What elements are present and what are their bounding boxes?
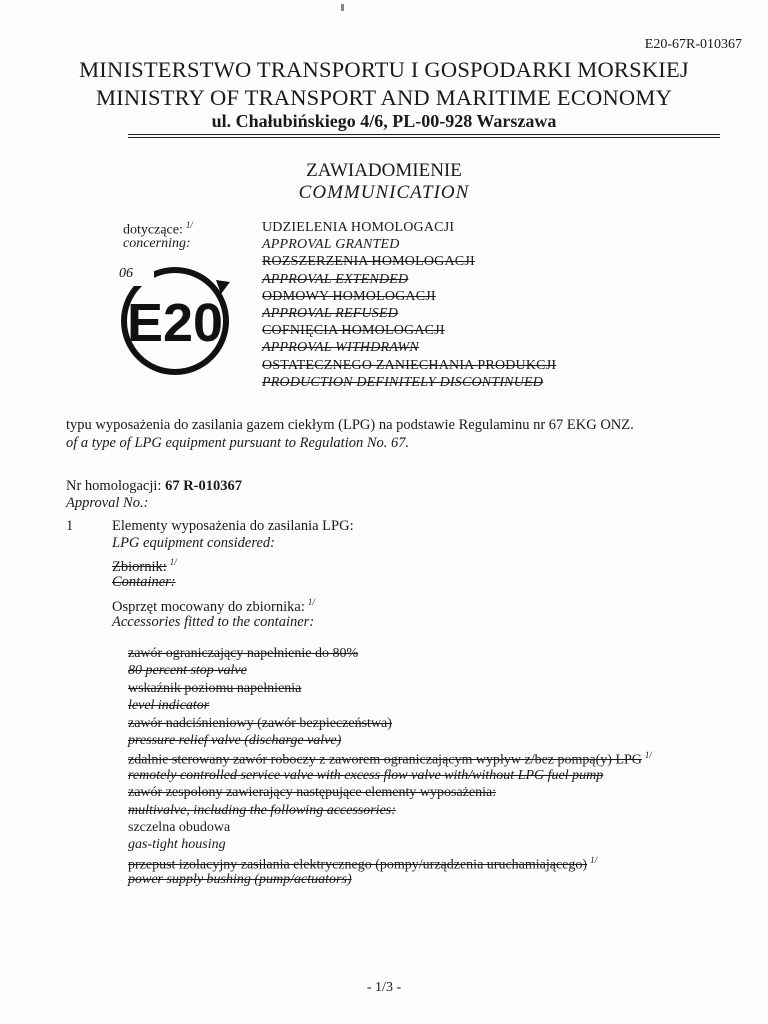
approval-option: OSTATECZNEGO ZANIECHANIA PRODUKCJI xyxy=(262,357,557,373)
accessory-text: szczelna obudowa xyxy=(128,820,231,835)
accessory-line xyxy=(128,768,603,784)
header-rule-2 xyxy=(128,137,720,138)
accessory-line xyxy=(128,855,597,874)
accessory-text: level indicator xyxy=(128,698,210,714)
footnote-marker: 1/ xyxy=(644,750,652,761)
title-pl: ZAWIADOMIENIE xyxy=(306,160,462,181)
container-label-pl: Zbiornik: $^{1/}$ xyxy=(112,557,177,575)
approval-number-line xyxy=(66,478,242,495)
ministry-address: ul. Chałubińskiego 4/6, PL-00-928 Warszawa xyxy=(211,111,557,131)
accessory-text: gas-tight housing xyxy=(128,837,226,853)
accessory-text: zdalnie sterowany zawór roboczy z zaworem ograniczającym wypływ z/bez pompą(y) LPG xyxy=(128,753,642,769)
page-number: - 1/3 - xyxy=(366,980,402,995)
accessory-line xyxy=(128,750,652,769)
equipment-type-pl: typu wyposażenia do zasilania gazem ciekłym (LPG) na podstawie Regulaminu nr 67 EKG ONZ. xyxy=(66,417,634,433)
approval-option: APPROVAL GRANTED xyxy=(262,237,400,253)
concerning-label-pl: dotyczące: $^{1/}$ xyxy=(123,220,193,238)
approval-option: APPROVAL REFUSED xyxy=(262,306,399,321)
accessory-line xyxy=(128,785,496,801)
accessory-line xyxy=(128,646,358,662)
container-label-en: Container: xyxy=(112,574,176,590)
accessory-text: zawór ograniczający napełnienie do 80% xyxy=(128,646,359,661)
ministry-name-en: MINISTRY OF TRANSPORT AND MARITIME ECONOMY xyxy=(95,85,673,110)
accessory-text: wskaźnik poziomu napełnienia xyxy=(128,680,302,696)
footnote-marker: 1/ xyxy=(169,557,177,567)
accessory-text: power supply bushing (pump/actuators) xyxy=(128,872,352,888)
accessory-line xyxy=(128,803,396,819)
approval-option: UDZIELENIA HOMOLOGACJI xyxy=(262,220,455,235)
section-1-title-en: LPG equipment considered: xyxy=(112,535,275,551)
accessory-text: remotely controlled service valve with excess flow valve with/without LPG fuel pump xyxy=(128,767,604,783)
equipment-type-en: of a type of LPG equipment pursuant to Regulation No. 67. xyxy=(66,435,410,451)
e20-approval-emblem xyxy=(118,258,238,376)
approval-option: ROZSZERZENIA HOMOLOGACJI xyxy=(262,254,475,270)
approval-option: ODMOWY HOMOLOGACJI xyxy=(262,288,436,304)
document-reference: E20-67R-010367 xyxy=(644,37,742,52)
accessory-text: pressure relief valve (discharge valve) xyxy=(128,733,342,748)
footnote-marker: 1/ xyxy=(185,220,193,230)
header-rule xyxy=(128,134,720,135)
accessory-line xyxy=(128,663,247,679)
title-en: COMMUNICATION xyxy=(298,182,470,203)
accessory-text: przepust izolacyjny zasilania elektrycznego (pompy/urządzenia uruchamiającego) xyxy=(128,857,588,873)
emblem-e20-text: E20 xyxy=(126,293,224,353)
accessory-line xyxy=(128,681,301,697)
section-1-number: 1 xyxy=(66,518,74,534)
footnote-marker: 1/ xyxy=(590,854,598,865)
accessory-line xyxy=(128,733,341,749)
approval-number: 67 R-010367 xyxy=(165,478,243,494)
approval-option: APPROVAL EXTENDED xyxy=(262,271,409,287)
approval-option: COFNIĘCIA HOMOLOGACJI xyxy=(262,323,445,339)
accessory-text: 80 percent stop valve xyxy=(128,663,247,679)
concerning-label-en: concerning: xyxy=(123,236,191,251)
accessories-label-pl: Osprzęt mocowany do zbiornika: $^{1/}$ xyxy=(112,597,315,615)
footnote-marker: 1/ xyxy=(307,597,315,607)
scan-speck xyxy=(341,4,344,11)
emblem-small-text: 06 xyxy=(119,266,133,281)
accessory-text: zawór nadciśnieniowy (zawór bezpieczeństwa) xyxy=(128,715,392,731)
approval-number-label-en: Approval No.: xyxy=(66,495,149,511)
accessory-line xyxy=(128,872,352,888)
accessories-label-en: Accessories fitted to the container: xyxy=(112,614,315,630)
approval-option: PRODUCTION DEFINITELY DISCONTINUED xyxy=(262,374,544,390)
ministry-name-pl: MINISTERSTWO TRANSPORTU I GOSPODARKI MORSKIEJ xyxy=(79,57,689,82)
accessory-line xyxy=(128,820,230,836)
accessory-text: zawór zespolony zawierający następujące elementy wyposażenia: xyxy=(128,785,497,801)
accessory-text: multivalve, including the following accessories: xyxy=(128,802,396,818)
approval-option: APPROVAL WITHDRAWN xyxy=(262,340,419,356)
accessory-line xyxy=(128,716,392,732)
accessory-line xyxy=(128,698,209,714)
approval-number-label: Nr homologacji: xyxy=(66,478,162,494)
accessory-line xyxy=(128,837,226,853)
section-1-title-pl: Elementy wyposażenia do zasilania LPG: xyxy=(112,518,354,534)
